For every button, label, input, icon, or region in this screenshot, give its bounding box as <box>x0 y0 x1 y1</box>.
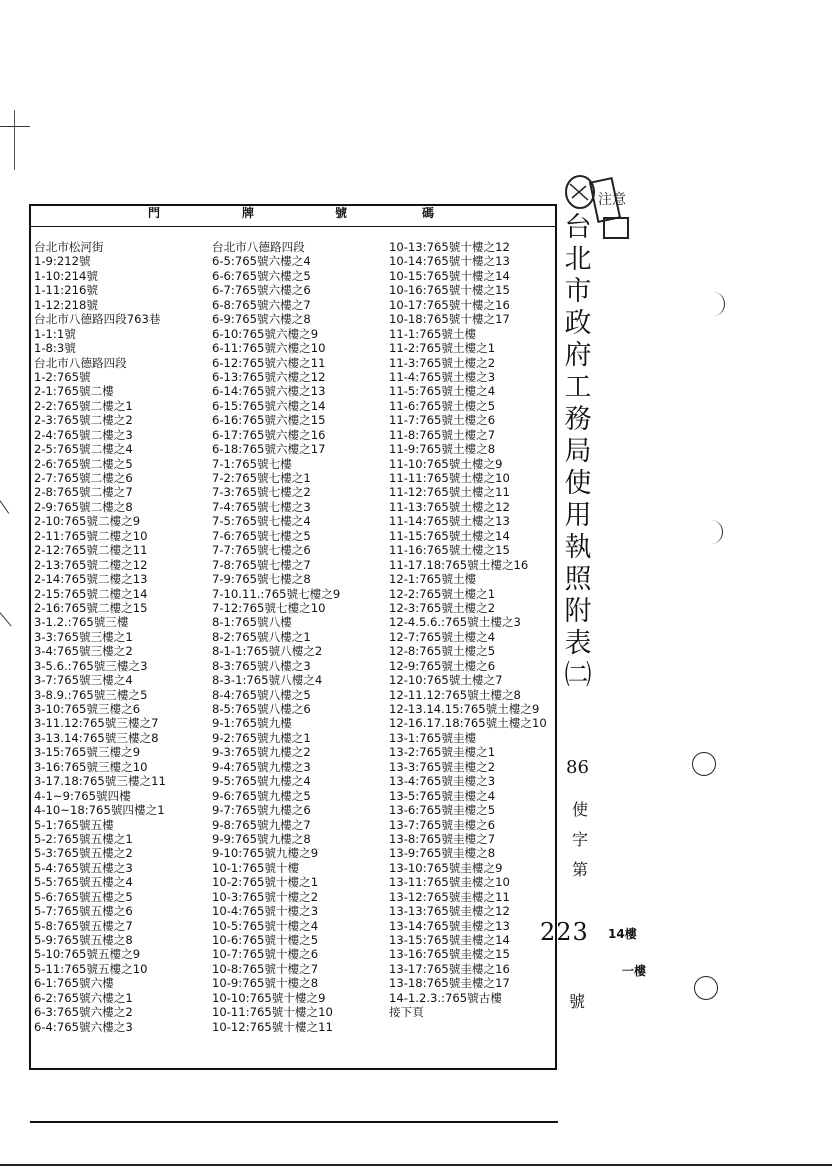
address-entry: 10-2:765號十樓之1 <box>212 875 319 890</box>
title-char: 照 <box>564 564 592 595</box>
address-entry: 5-3:765號五樓之2 <box>34 846 133 861</box>
address-entry: 6-6:765號六樓之5 <box>212 268 311 283</box>
address-entry: 2-3:765號二樓之2 <box>34 413 133 428</box>
title-char: 府 <box>564 340 592 371</box>
address-entry: 12-4.5.6.:765號土樓之3 <box>389 615 521 630</box>
zi-char-shi: 使 <box>571 800 588 819</box>
address-entry: 10-15:765號十樓之14 <box>389 268 510 283</box>
address-entry: 7-12:765號七樓之10 <box>212 600 326 615</box>
address-entry: 8-3-1:765號八樓之4 <box>212 673 323 688</box>
address-entry: 2-5:765號二樓之4 <box>34 442 133 457</box>
address-entry: 2-16:765號二樓之15 <box>34 600 148 615</box>
vertical-document-title <box>560 212 596 692</box>
address-entry: 13-6:765號圭樓之5 <box>389 803 496 818</box>
address-entry: 6-9:765號六樓之8 <box>212 312 311 327</box>
title-char: 市 <box>564 276 592 307</box>
address-entry: 11-2:765號土樓之1 <box>389 341 496 356</box>
title-char: 台 <box>564 212 592 243</box>
address-entry: 8-1:765號八樓 <box>212 615 292 630</box>
address-entry: 10-5:765號十樓之4 <box>212 918 319 933</box>
scan-line-top <box>0 126 30 127</box>
address-entry: 5-9:765號五樓之8 <box>34 933 133 947</box>
address-entry: 10-8:765號十樓之7 <box>212 961 319 976</box>
address-entry: 3-4:765號三樓之2 <box>34 644 133 659</box>
address-entry: 9-2:765號九樓之1 <box>212 730 311 745</box>
address-entry: 6-2:765號六樓之1 <box>34 990 133 1005</box>
address-entry: 11-15:765號土樓之14 <box>389 528 510 543</box>
address-entry: 8-2:765號八樓之1 <box>212 629 311 644</box>
address-entry: 13-17:765號圭樓之16 <box>389 961 510 976</box>
address-entry: 7-10.11.:765號七樓之9 <box>212 586 341 601</box>
address-entry: 7-9:765號七樓之8 <box>212 572 311 587</box>
address-entry: 台北市八德路四段 <box>34 355 127 370</box>
title-char: 北 <box>564 244 592 275</box>
address-entry: 接下頁 <box>389 1005 424 1020</box>
address-entry: 13-2:765號圭樓之1 <box>389 745 496 760</box>
address-entry: 6-1:765號六樓 <box>34 976 114 991</box>
address-entry: 6-4:765號六樓之3 <box>34 1019 133 1034</box>
title-char: 用 <box>564 500 592 531</box>
address-entry: 1-2:765號 <box>34 369 91 384</box>
address-entry: 1-10:214號 <box>34 268 98 283</box>
address-entry: 10-6:765號十樓之5 <box>212 933 319 947</box>
address-entry: 9-6:765號九樓之5 <box>212 788 311 803</box>
bottom-edge-line <box>0 1164 832 1166</box>
permit-number: 223 <box>540 918 589 946</box>
address-entry: 13-9:765號圭樓之8 <box>389 846 496 861</box>
address-entry: 2-1:765號二樓 <box>34 384 114 399</box>
binder-hole-1 <box>702 292 725 316</box>
address-entry: 11-10:765號土樓之9 <box>389 456 503 471</box>
address-entry: 7-4:765號七樓之3 <box>212 499 311 514</box>
address-entry: 11-3:765號土樓之2 <box>389 355 496 370</box>
address-entry: 12-10:765號土樓之7 <box>389 673 503 688</box>
address-entry: 11-11:765號土樓之10 <box>389 471 510 485</box>
address-entry: 1-12:218號 <box>34 297 98 312</box>
address-entry: 7-5:765號七樓之4 <box>212 514 311 529</box>
address-entry: 台北市八德路四段763巷 <box>34 312 161 327</box>
address-entry: 12-2:765號土樓之1 <box>389 586 496 601</box>
address-entry: 13-8:765號圭樓之7 <box>389 831 496 846</box>
address-entry: 2-7:765號二樓之6 <box>34 471 133 485</box>
address-entry: 9-7:765號九樓之6 <box>212 803 311 818</box>
address-entry: 12-16.17.18:765號土樓之10 <box>389 716 547 731</box>
address-entry: 11-6:765號土樓之5 <box>389 398 496 413</box>
address-entry: 10-14:765號十樓之13 <box>389 254 510 269</box>
address-entry: 11-1:765號土樓 <box>389 326 477 341</box>
address-entry: 12-8:765號土樓之5 <box>389 644 496 659</box>
zi-char-zi: 字 <box>571 830 588 849</box>
address-entry: 10-13:765號十樓之12 <box>389 240 510 254</box>
address-entry: 11-7:765號土樓之6 <box>389 413 496 428</box>
address-entry: 1-8:3號 <box>34 341 76 356</box>
address-entry: 5-2:765號五樓之1 <box>34 831 133 846</box>
address-entry: 2-9:765號二樓之8 <box>34 499 133 514</box>
address-entry: 12-7:765號土樓之4 <box>389 629 496 644</box>
handwritten-note-1: 14樓 <box>608 927 637 941</box>
address-entry: 13-10:765號圭樓之9 <box>389 860 503 875</box>
address-entry: 11-12:765號土樓之11 <box>389 485 510 500</box>
title-char: ㈡ <box>564 660 592 691</box>
margin-tick <box>0 500 9 514</box>
address-entry: 6-15:765號六樓之14 <box>212 398 326 413</box>
address-entry: 10-1:765號十樓 <box>212 860 300 875</box>
hao-char: 號 <box>569 992 586 1011</box>
address-entry: 5-1:765號五樓 <box>34 817 114 832</box>
address-entry: 10-7:765號十樓之6 <box>212 947 319 962</box>
address-entry: 12-11.12:765號土樓之8 <box>389 687 521 702</box>
address-entry: 3-13.14:765號三樓之8 <box>34 730 159 745</box>
address-entry: 11-16:765號土樓之15 <box>389 543 510 558</box>
title-char: 執 <box>564 532 592 563</box>
address-entry: 4-10~18:765號四樓之1 <box>34 803 165 818</box>
address-entry: 11-14:765號土樓之13 <box>389 514 510 529</box>
address-entry: 1-9:212號 <box>34 254 91 269</box>
approval-stamp <box>560 172 634 262</box>
binder-hole-3 <box>692 752 716 776</box>
address-entry: 9-10:765號九樓之9 <box>212 846 319 861</box>
address-entry: 11-9:765號土樓之8 <box>389 442 496 457</box>
address-entry: 5-10:765號五樓之9 <box>34 947 141 962</box>
address-entry: 13-7:765號圭樓之6 <box>389 817 496 832</box>
address-entry: 13-1:765號圭樓 <box>389 730 477 745</box>
address-entry: 11-4:765號土樓之3 <box>389 369 496 384</box>
address-entry: 13-16:765號圭樓之15 <box>389 947 510 962</box>
address-entry: 10-3:765號十樓之2 <box>212 889 319 904</box>
address-column-3 <box>389 240 547 1020</box>
title-char: 附 <box>564 596 592 627</box>
year-number: 86 <box>566 757 589 778</box>
title-char: 工 <box>564 372 592 403</box>
address-entry: 10-10:765號十樓之9 <box>212 990 326 1005</box>
address-entry: 9-9:765號九樓之8 <box>212 831 311 846</box>
address-entry: 10-16:765號十樓之15 <box>389 283 510 298</box>
address-entry: 2-10:765號二樓之9 <box>34 514 141 529</box>
address-entry: 13-3:765號圭樓之2 <box>389 759 496 774</box>
address-entry: 2-4:765號二樓之3 <box>34 427 133 442</box>
address-entry: 6-18:765號六樓之17 <box>212 442 326 457</box>
title-char: 務 <box>564 404 592 435</box>
stamp-text: 注意 <box>598 192 626 208</box>
address-entry: 13-11:765號圭樓之10 <box>389 875 510 890</box>
address-entry: 3-15:765號三樓之9 <box>34 745 141 760</box>
title-char: 使 <box>564 468 592 499</box>
address-entry: 5-6:765號五樓之5 <box>34 889 133 904</box>
address-entry: 2-11:765號二樓之10 <box>34 528 148 543</box>
address-entry: 台北市松河街 <box>34 240 104 254</box>
address-column-2 <box>212 240 340 1034</box>
address-column-1 <box>34 240 166 1034</box>
scan-line-left <box>14 110 15 170</box>
address-entry: 3-5.6.:765號三樓之3 <box>34 658 148 673</box>
address-entry: 9-3:765號九樓之2 <box>212 745 311 760</box>
address-entry: 9-4:765號九樓之3 <box>212 759 311 774</box>
address-entry: 10-18:765號十樓之17 <box>389 312 510 327</box>
address-entry: 12-1:765號土樓 <box>389 572 477 587</box>
address-entry: 1-1:1號 <box>34 326 76 341</box>
header-divider <box>29 226 557 227</box>
address-entry: 13-15:765號圭樓之14 <box>389 933 510 947</box>
address-entry: 2-13:765號二樓之12 <box>34 557 148 572</box>
address-entry: 14-1.2.3.:765號古樓 <box>389 990 502 1005</box>
address-entry: 6-3:765號六樓之2 <box>34 1005 133 1020</box>
address-entry: 3-16:765號三樓之10 <box>34 759 148 774</box>
address-entry: 2-14:765號二樓之13 <box>34 572 148 587</box>
address-entry: 10-11:765號十樓之10 <box>212 1005 333 1020</box>
address-entry: 台北市八德路四段 <box>212 240 305 254</box>
header-label-ma: 碼 <box>422 206 437 220</box>
address-entry: 10-17:765號十樓之16 <box>389 297 510 312</box>
address-entry: 4-1~9:765號四樓 <box>34 788 131 803</box>
address-entry: 9-8:765號九樓之7 <box>212 817 311 832</box>
address-entry: 13-13:765號圭樓之12 <box>389 904 510 919</box>
title-char: 政 <box>564 308 592 339</box>
address-entry: 12-9:765號土樓之6 <box>389 658 496 673</box>
address-entry: 6-12:765號六樓之11 <box>212 355 326 370</box>
address-entry: 2-12:765號二樓之11 <box>34 543 148 558</box>
address-entry: 1-11:216號 <box>34 283 98 298</box>
binder-hole-2 <box>700 520 723 544</box>
address-entry: 7-6:765號七樓之5 <box>212 528 311 543</box>
address-entry: 11-17.18:765號土樓之16 <box>389 557 529 572</box>
handwritten-note-2: 一樓 <box>622 964 647 978</box>
address-entry: 2-6:765號二樓之5 <box>34 456 133 471</box>
address-entry: 5-8:765號五樓之7 <box>34 918 133 933</box>
header-label-hao: 號 <box>335 206 350 220</box>
address-entry: 8-5:765號八樓之6 <box>212 702 311 716</box>
address-entry: 10-4:765號十樓之3 <box>212 904 319 919</box>
address-entry: 3-3:765號三樓之1 <box>34 629 133 644</box>
address-entry: 9-1:765號九樓 <box>212 716 292 731</box>
address-entry: 10-12:765號十樓之11 <box>212 1019 333 1034</box>
address-entry: 7-7:765號七樓之6 <box>212 543 311 558</box>
address-entry: 3-1.2.:765號三樓 <box>34 615 129 630</box>
bottom-rule <box>30 1121 558 1123</box>
address-entry: 8-3:765號八樓之3 <box>212 658 311 673</box>
address-entry: 2-15:765號二樓之14 <box>34 586 148 601</box>
address-entry: 7-2:765號七樓之1 <box>212 471 311 485</box>
address-entry: 6-14:765號六樓之13 <box>212 384 326 399</box>
title-char: 局 <box>564 436 592 467</box>
address-entry: 3-17.18:765號三樓之11 <box>34 774 166 789</box>
address-entry: 3-11.12:765號三樓之7 <box>34 716 159 731</box>
address-entry: 7-8:765號七樓之7 <box>212 557 311 572</box>
header-label-men: 門 <box>148 206 163 220</box>
address-entry: 6-11:765號六樓之10 <box>212 341 326 356</box>
zi-char-di: 第 <box>571 860 588 879</box>
address-entry: 5-4:765號五樓之3 <box>34 860 133 875</box>
binder-hole-4 <box>694 976 718 1000</box>
address-entry: 11-8:765號土樓之7 <box>389 427 496 442</box>
header-label-pai: 牌 <box>242 206 257 220</box>
address-entry: 6-13:765號六樓之12 <box>212 369 326 384</box>
address-entry: 6-8:765號六樓之7 <box>212 297 311 312</box>
address-entry: 7-3:765號七樓之2 <box>212 485 311 500</box>
address-entry: 13-4:765號圭樓之3 <box>389 774 496 789</box>
address-entry: 10-9:765號十樓之8 <box>212 976 319 991</box>
address-entry: 6-17:765號六樓之16 <box>212 427 326 442</box>
address-entry: 12-3:765號土樓之2 <box>389 600 496 615</box>
address-entry: 6-7:765號六樓之6 <box>212 283 311 298</box>
address-entry: 8-1-1:765號八樓之2 <box>212 644 323 659</box>
address-entry: 3-8.9.:765號三樓之5 <box>34 687 148 702</box>
address-entry: 6-10:765號六樓之9 <box>212 326 319 341</box>
address-entry: 11-5:765號土樓之4 <box>389 384 496 399</box>
address-entry: 9-5:765號九樓之4 <box>212 774 311 789</box>
address-entry: 5-11:765號五樓之10 <box>34 961 148 976</box>
address-entry: 5-7:765號五樓之6 <box>34 904 133 919</box>
margin-tick <box>0 612 12 626</box>
address-entry: 13-5:765號圭樓之4 <box>389 788 496 803</box>
permit-word-column <box>568 795 592 885</box>
address-entry: 3-7:765號三樓之4 <box>34 673 133 688</box>
address-entry: 5-5:765號五樓之4 <box>34 875 133 890</box>
title-char: 表 <box>564 628 592 659</box>
address-entry: 7-1:765號七樓 <box>212 456 292 471</box>
address-entry: 6-16:765號六樓之15 <box>212 413 326 428</box>
address-entry: 2-2:765號二樓之1 <box>34 398 133 413</box>
address-entry: 13-14:765號圭樓之13 <box>389 918 510 933</box>
address-entry: 2-8:765號二樓之7 <box>34 485 133 500</box>
address-entry: 3-10:765號三樓之6 <box>34 702 141 716</box>
address-entry: 6-5:765號六樓之4 <box>212 254 311 269</box>
address-entry: 8-4:765號八樓之5 <box>212 687 311 702</box>
address-entry: 12-13.14.15:765號土樓之9 <box>389 702 540 716</box>
address-entry: 13-18:765號圭樓之17 <box>389 976 510 991</box>
address-entry: 13-12:765號圭樓之11 <box>389 889 510 904</box>
address-entry: 11-13:765號土樓之12 <box>389 499 510 514</box>
